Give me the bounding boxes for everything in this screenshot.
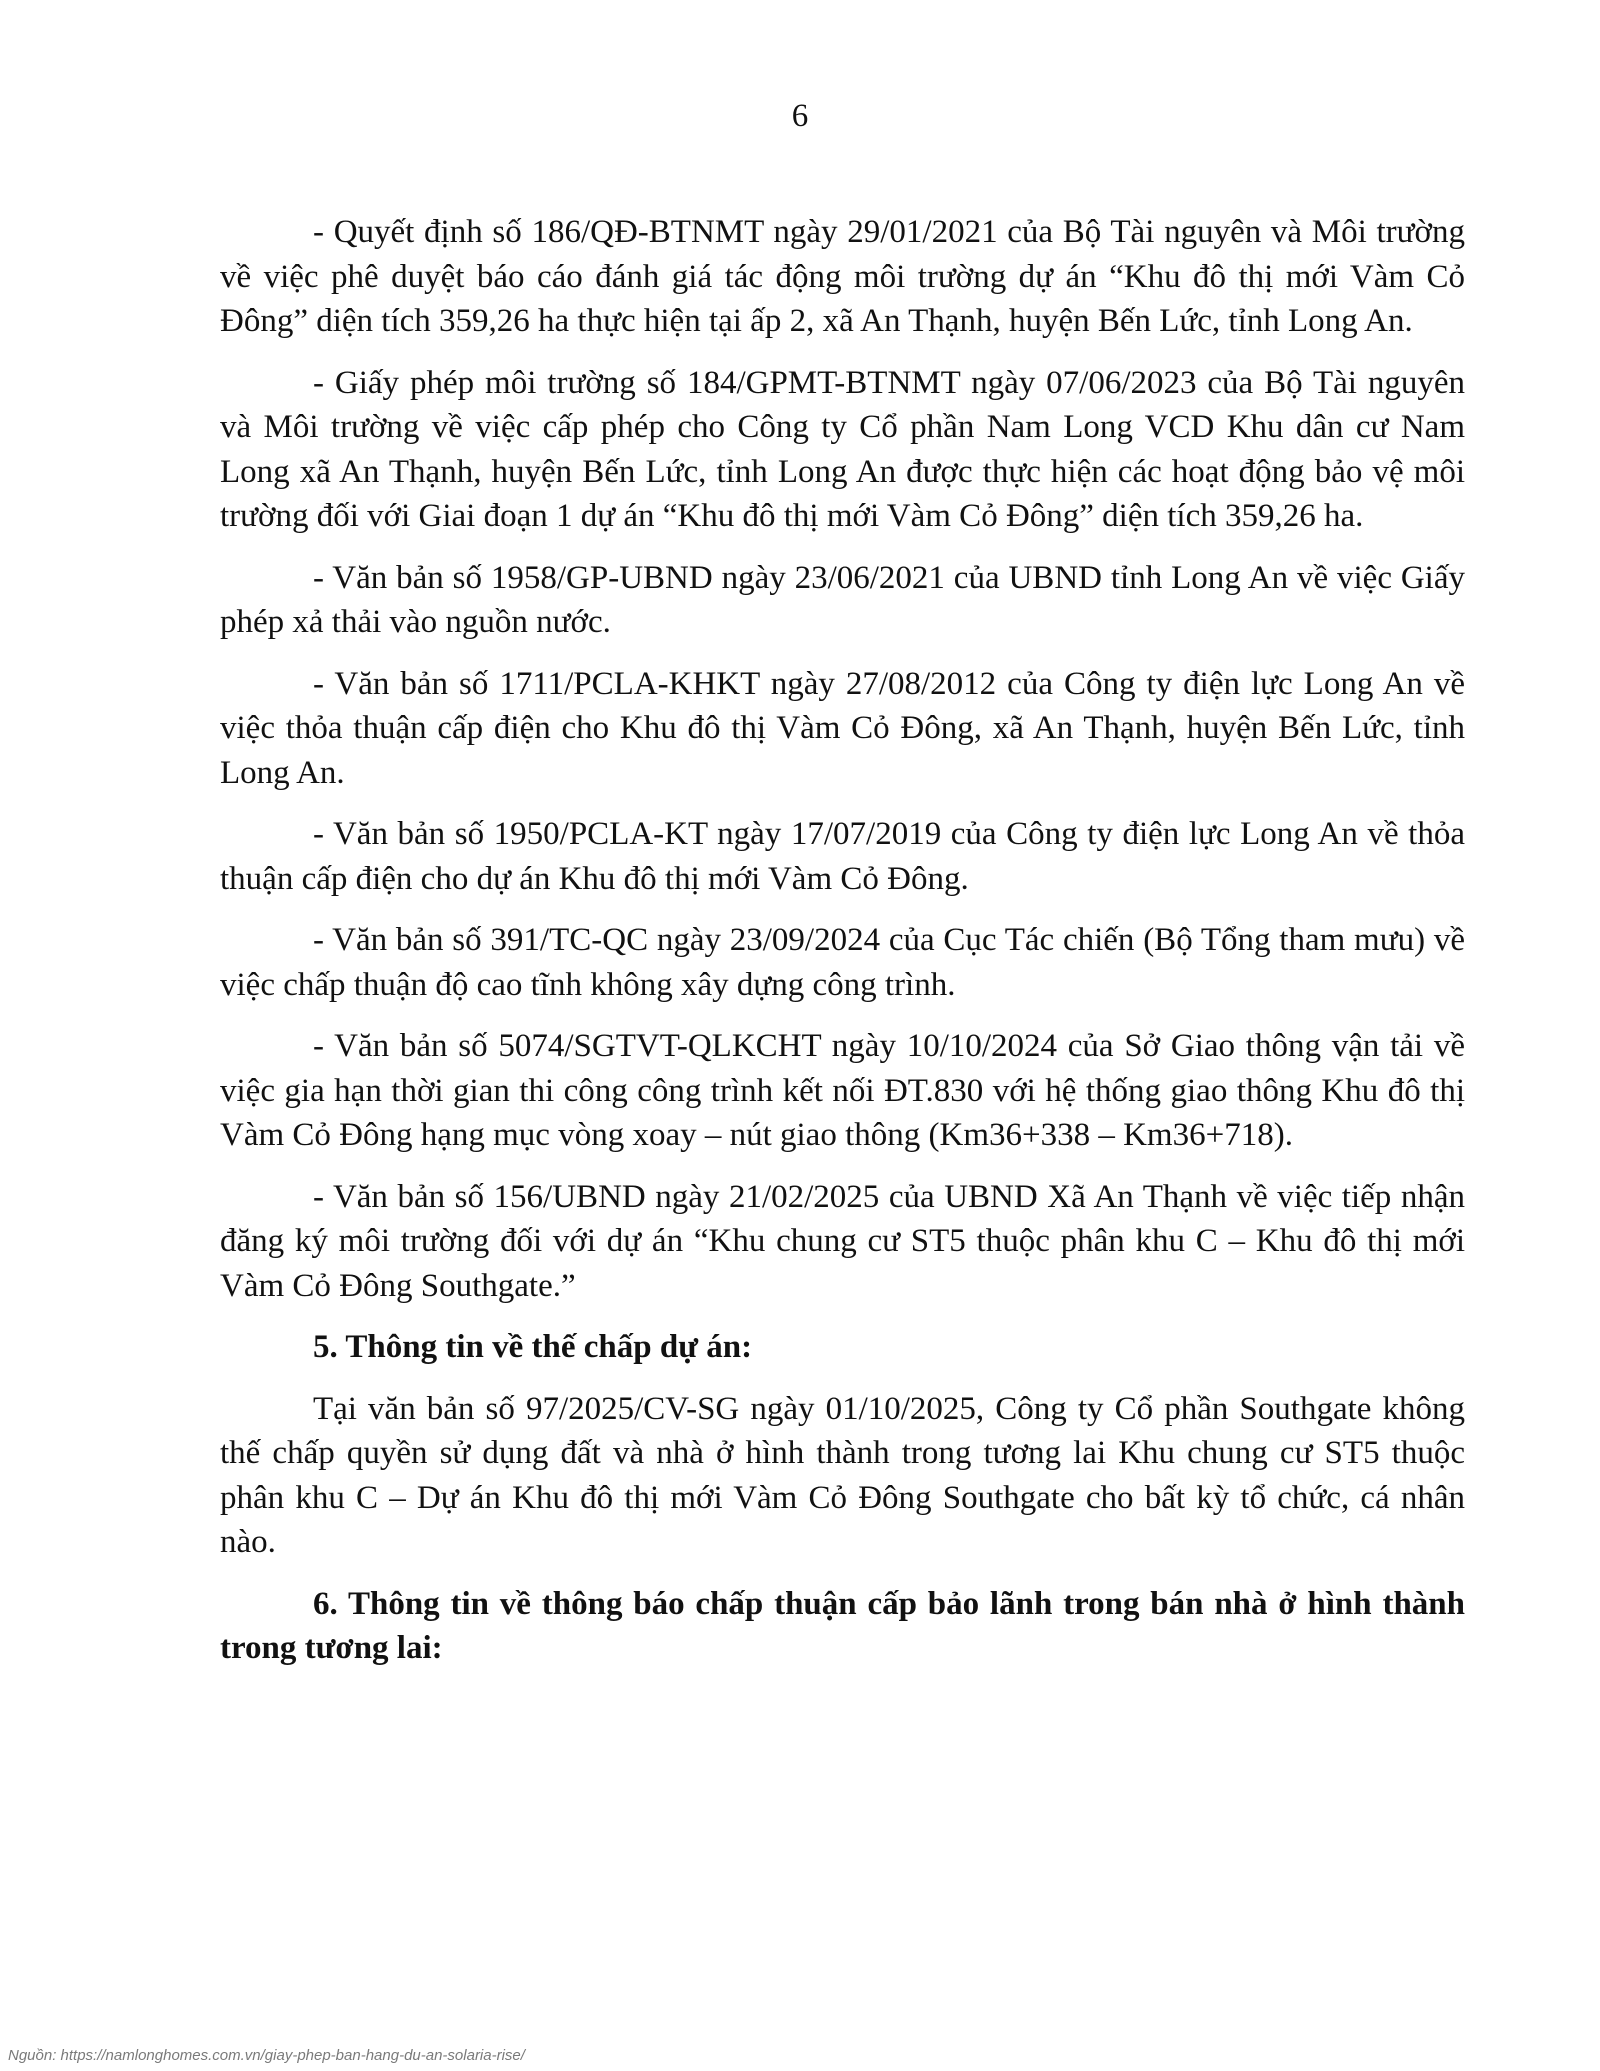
- section-5-heading: 5. Thông tin về thế chấp dự án:: [313, 1329, 753, 1365]
- section-6-heading: 6. Thông tin về thông báo chấp thuận cấp bảo lãnh trong bán nhà ở hình thành trong tương lai:: [220, 1585, 1465, 1666]
- paragraph-document-1950: - Văn bản số 1950/PCLA-KT ngày 17/07/2019 của Công ty điện lực Long An về thỏa thuận cấp điện cho dự án Khu đô thị mới Vàm Cỏ Đông.: [220, 816, 1465, 897]
- paragraph-document-156: - Văn bản số 156/UBND ngày 21/02/2025 của UBND Xã An Thạnh về việc tiếp nhận đăng ký môi trường đối với dự án “Khu chung cư ST5 thuộc phân khu C – Khu đô thị mới Vàm Cỏ Đông Southgate.”: [220, 1178, 1465, 1304]
- page-number: 6: [791, 98, 809, 134]
- paragraph-document-391: - Văn bản số 391/TC-QC ngày 23/09/2024 của Cục Tác chiến (Bộ Tổng tham mưu) về việc chấp thuận độ cao tĩnh không xây dựng công trình.: [220, 922, 1465, 1003]
- paragraph-decision-186: - Quyết định số 186/QĐ-BTNMT ngày 29/01/2021 của Bộ Tài nguyên và Môi trường về việc phê duyệt báo cáo đánh giá tác động môi trường dự án “Khu đô thị mới Vàm Cỏ Đông” diện tích 359,26 ha thực hiện tại ấp 2, xã An Thạnh, huyện Bến Lức, tỉnh Long An.: [220, 214, 1465, 339]
- paragraph-document-5074: - Văn bản số 5074/SGTVT-QLKCHT ngày 10/10/2024 của Sở Giao thông vận tải về việc gia hạn thời gian thi công công trình kết nối ĐT.830 với hệ thống giao thông Khu đô thị Vàm Cỏ Đông hạng mục vòng xoay – nút giao thông (Km36+338 – Km36+718).: [220, 1028, 1465, 1153]
- source-note: Nguồn: https://namlonghomes.com.vn/giay-phep-ban-hang-du-an-solaria-rise/: [8, 2047, 525, 2064]
- paragraph-permit-184: - Giấy phép môi trường số 184/GPMT-BTNMT ngày 07/06/2023 của Bộ Tài nguyên và Môi trường về việc cấp phép cho Công ty Cổ phần Nam Long VCD Khu dân cư Nam Long xã An Thạnh, huyện Bến Lức, tỉnh Long An được thực hiện các hoạt động bảo vệ môi trường đối với Giai đoạn 1 dự án “Khu đô thị mới Vàm Cỏ Đông” diện tích 359,26 ha.: [220, 364, 1465, 534]
- section-5-body: Tại văn bản số 97/2025/CV-SG ngày 01/10/2025, Công ty Cổ phần Southgate không thế chấp quyền sử dụng đất và nhà ở hình thành trong tương lai Khu chung cư ST5 thuộc phân khu C – Dự án Khu đô thị mới Vàm Cỏ Đông Southgate cho bất kỳ tổ chức, cá nhân nào.: [220, 1390, 1465, 1560]
- paragraph-document-1711: - Văn bản số 1711/PCLA-KHKT ngày 27/08/2012 của Công ty điện lực Long An về việc thỏa thuận cấp điện cho Khu đô thị Vàm Cỏ Đông, xã An Thạnh, huyện Bến Lức, tỉnh Long An.: [220, 665, 1465, 791]
- paragraph-document-1958: - Văn bản số 1958/GP-UBND ngày 23/06/2021 của UBND tỉnh Long An về việc Giấy phép xả thải vào nguồn nước.: [220, 559, 1465, 640]
- document-body: [220, 210, 1465, 1688]
